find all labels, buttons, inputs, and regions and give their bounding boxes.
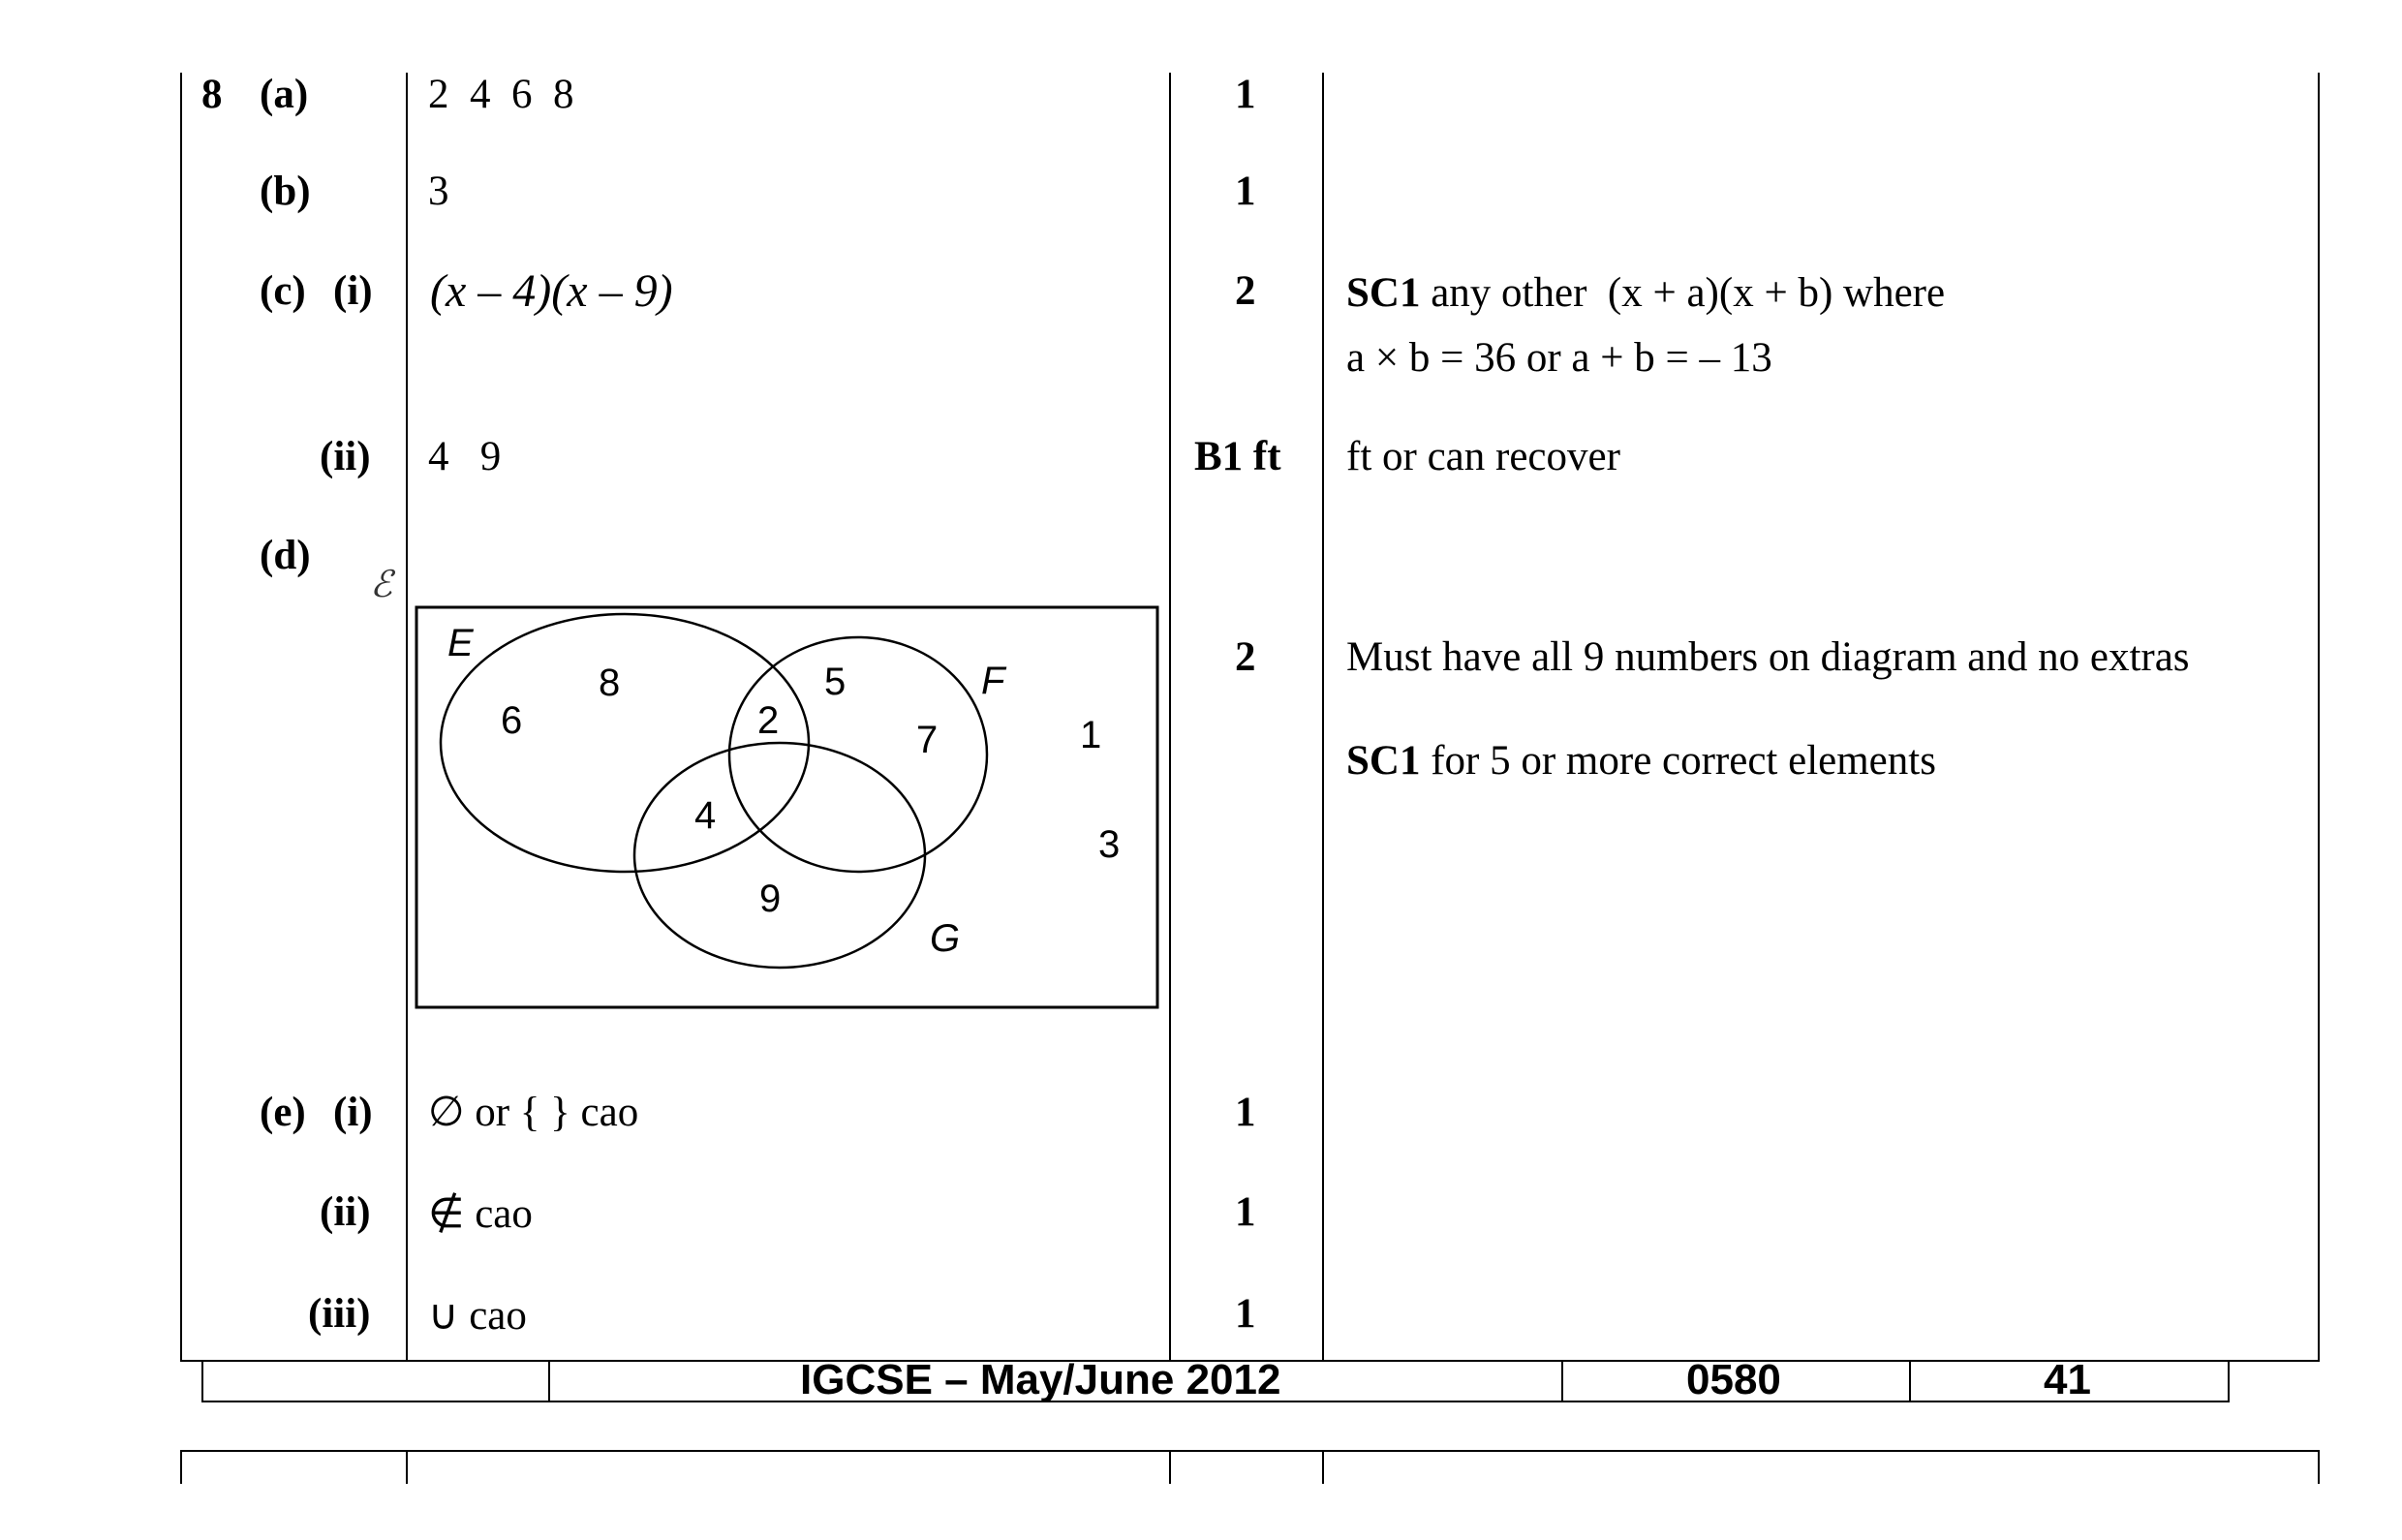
part-b-mark: 1	[1235, 169, 1256, 214]
part-d-mark: 2	[1235, 634, 1256, 680]
part-b-answer: 3	[428, 169, 449, 214]
part-e-label: (e)	[260, 1090, 306, 1135]
next-table-top-border	[180, 1450, 2320, 1452]
part-d-label: (d)	[260, 533, 311, 578]
next-table-divider-2	[1169, 1450, 1171, 1484]
part-c-ii-note: ft or can recover	[1346, 434, 1620, 479]
venn-element-5: 5	[824, 661, 847, 703]
part-e-i-answer: ∅ or { } cao	[428, 1090, 639, 1135]
column-divider-3	[1322, 73, 1324, 1362]
part-a-answer: 2 4 6 8	[428, 72, 574, 117]
venn-element-1: 1	[1080, 714, 1102, 756]
footer-divider-2	[1561, 1360, 1563, 1401]
footer-paper-number: 41	[2044, 1356, 2091, 1403]
part-c-ii-label: (ii)	[320, 434, 371, 479]
part-c-i-answer: (x – 4)(x – 9)	[430, 265, 673, 317]
part-e-iii-label: (iii)	[308, 1291, 371, 1337]
next-table-divider-3	[1322, 1450, 1324, 1484]
universal-set-rectangle	[416, 607, 1157, 1007]
column-divider-2	[1169, 73, 1171, 1362]
part-e-ii-mark: 1	[1235, 1189, 1256, 1235]
part-d-note-line1: Must have all 9 numbers on diagram and no extras	[1346, 634, 2190, 680]
next-table-right-border	[2318, 1450, 2320, 1484]
set-g-ellipse	[634, 743, 925, 968]
venn-element-7: 7	[916, 719, 939, 761]
next-table-divider-1	[406, 1450, 408, 1484]
footer-exam-title: IGCSE – May/June 2012	[800, 1356, 1281, 1403]
venn-element-9: 9	[759, 878, 782, 920]
set-f-label: F	[981, 660, 1005, 702]
next-table-left-border	[180, 1450, 182, 1484]
part-e-iii-answer: ∪ cao	[428, 1293, 527, 1339]
set-e-ellipse	[441, 614, 809, 872]
set-f-ellipse	[729, 637, 987, 872]
part-c-i-label: (i)	[333, 268, 373, 314]
footer-syllabus-code: 0580	[1686, 1356, 1781, 1403]
venn-element-6: 6	[501, 699, 523, 742]
part-c-i-mark: 2	[1235, 268, 1256, 314]
part-c-i-note-text: any other (x + a)(x + b) where	[1420, 270, 1946, 316]
part-a-label: (a)	[260, 72, 309, 117]
venn-element-3: 3	[1098, 823, 1121, 866]
part-e-i-label: (i)	[333, 1090, 373, 1135]
set-g-label: G	[930, 917, 961, 960]
sc1-label: SC1	[1346, 270, 1421, 316]
table-right-border	[2318, 73, 2320, 1362]
table-left-border	[180, 73, 182, 1362]
venn-diagram	[407, 596, 1169, 1012]
venn-element-4: 4	[694, 794, 717, 837]
set-e-label: E	[447, 622, 474, 664]
sc1-label: SC1	[1346, 738, 1421, 784]
part-b-label: (b)	[260, 169, 311, 214]
venn-element-2: 2	[757, 699, 780, 742]
part-e-ii-label: (ii)	[320, 1189, 371, 1235]
part-d-note-line2	[1346, 740, 1936, 782]
footer-divider-3	[1909, 1360, 1911, 1401]
part-c-i-note-line2: a × b = 36 or a + b = – 13	[1346, 335, 1772, 381]
universal-set-symbol: ℰ	[370, 565, 393, 605]
part-c-ii-answer: 4 9	[428, 434, 502, 479]
part-c-label: (c)	[260, 268, 306, 314]
part-d-note-text: for 5 or more correct elements	[1420, 738, 1936, 784]
venn-element-8: 8	[599, 662, 621, 704]
part-e-iii-mark: 1	[1235, 1291, 1256, 1337]
footer-divider-1	[548, 1360, 550, 1401]
part-c-i-note-line1	[1346, 272, 1945, 314]
part-e-i-mark: 1	[1235, 1090, 1256, 1135]
part-e-ii-answer: ∉ cao	[428, 1191, 533, 1237]
question-number: 8	[201, 72, 223, 117]
part-c-ii-mark: B1 ft	[1194, 434, 1281, 479]
part-a-mark: 1	[1235, 72, 1256, 117]
